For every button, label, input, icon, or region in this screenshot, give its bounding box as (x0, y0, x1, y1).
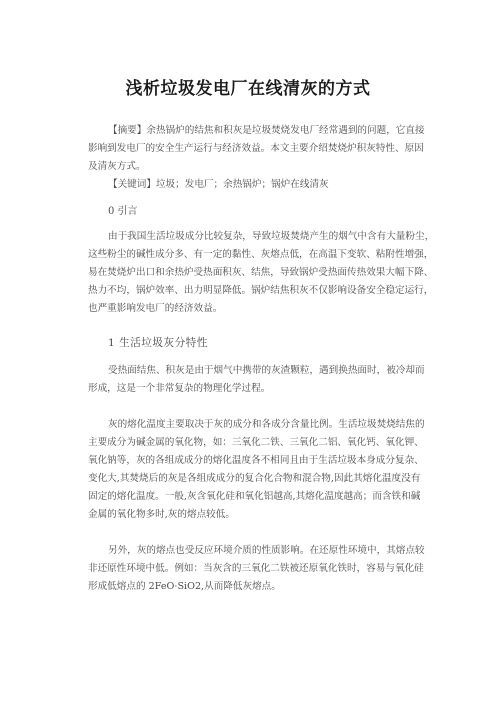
intro-paragraph (88, 228, 435, 318)
paragraph-line: 非还原性环境中低。例如：当灰含的三氧化二铁被还原氧化铁时，容易与氧化硅 (88, 563, 424, 574)
page-title: 浅析垃圾发电厂在线清灰的方式 (125, 79, 371, 99)
paragraph-line: 固定的熔化温度。一般,灰含氧化硅和氧化铝越高,其熔化温度越高；而含铁和碱 (88, 491, 421, 502)
abstract-line: 影响到发电厂的安全生产运行与经济效益。本文主要介绍焚烧炉积灰特性、原因 (88, 143, 424, 154)
intro-line: 易在焚烧炉出口和余热炉受热面积灰、结焦，导致锅炉受热面传热效果大幅下降、 (88, 267, 434, 278)
keywords-line: 【关键词】垃圾；发电厂；余热锅炉；锅炉在线清灰 (108, 179, 329, 190)
intro-heading: 0 引言 (108, 206, 138, 217)
intro-line: 也严重影响发电厂的经济效益。 (88, 303, 223, 314)
paragraph-line: 形成，这是一个非常复杂的物理化学过程。 (88, 383, 271, 394)
section1-heading: 1 生活垃圾灰分特性 (108, 337, 208, 349)
section1-heading-block (88, 334, 428, 352)
paragraph-line: 受热面结焦、积灰是由于烟气中携带的灰渣颗粒，遇到换热面时，被冷却而 (108, 365, 425, 376)
paragraph-line: 变化大,其焚烧后的灰是各组成成分的复合化合物和混合物,因此其熔化温度没有 (88, 473, 421, 484)
paragraph-line: 主要成分为碱金属的氧化物，如：三氧化二铁、三氧化二铝、氧化钙、氧化钾、 (88, 437, 424, 448)
abstract-line: 【摘要】余热锅炉的结焦和积灰是垃圾焚烧发电厂经常遇到的问题，它直接 (108, 125, 425, 136)
section1-paragraph-2 (88, 416, 428, 524)
abstract-paragraph (88, 122, 428, 176)
section1-paragraph-1 (88, 362, 428, 398)
intro-line: 这些粉尘的碱性成分多、有一定的黏性、灰熔点低，在高温下变软、粘附性增强， (88, 249, 434, 260)
abstract-line: 及清灰方式。 (88, 161, 146, 172)
section1-paragraph-3 (88, 542, 428, 596)
intro-line: 热力不均，锅炉效率、出力明显降低。锅炉结焦积灰不仅影响设备安全稳定运行， (88, 285, 434, 296)
intro-line: 由于我国生活垃圾成分比较复杂，导致垃圾焚烧产生的烟气中含有大量粉尘， (108, 231, 435, 242)
paragraph-line: 氧化钠等，灰的各组成成分的熔化温度各不相同且由于生活垃圾本身成分复杂、 (88, 455, 424, 466)
paragraph-line: 金属的氧化物多时,灰的熔点较低。 (88, 509, 235, 520)
paragraph-line: 形成低熔点的 2FeO·SiO2,从而降低灰熔点。 (88, 581, 281, 592)
paragraph-line: 另外，灰的熔点也受反应环境介质的性质影响。在还原性环境中，其熔点较 (108, 545, 425, 556)
intro-heading-block (88, 203, 428, 221)
keywords-paragraph (88, 176, 428, 194)
paragraph-line: 灰的熔化温度主要取决于灰的成分和各成分含量比例。生活垃圾焚烧结焦的 (108, 419, 425, 430)
